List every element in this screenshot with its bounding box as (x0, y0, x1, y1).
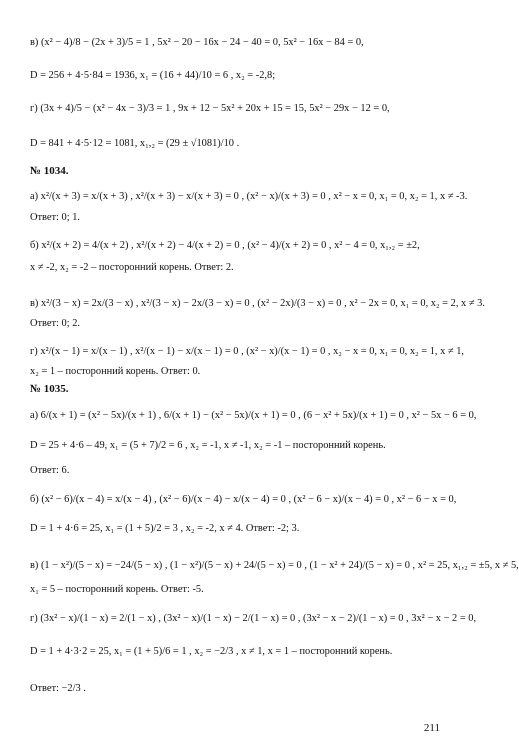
solution-line: D = 25 + 4·6 – 49, x₁ = (5 + 7)/2 = 6 , x₂ = -1, x ≠ -1, x₂ = -1 – посторонний корень. (30, 440, 386, 451)
solution-line: г) (3x² − x)/(1 − x) = 2/(1 − x) , (3x² − x)/(1 − x) − 2/(1 − x) = 0 , (3x² − x − 2)/(1 − x) = 0 , 3x² − x − 2 = 0, (30, 613, 477, 624)
page-number: 211 (423, 722, 440, 734)
solution-line: г) (3x + 4)/5 − (x² − 4x − 3)/3 = 1 , 9x + 12 − 5x² + 20x + 15 = 15, 5x² − 29x − 12 = 0, (30, 103, 390, 114)
solution-line: D = 1 + 4·3·2 = 25, x₁ = (1 + 5)/6 = 1 , x₂ = −2/3 , x ≠ 1, x = 1 – посторонний корень. (30, 646, 393, 657)
solution-line: в) x²/(3 − x) = 2x/(3 − x) , x²/(3 − x) − 2x/(3 − x) = 0 , (x² − 2x)/(3 − x) = 0 , x² − 2x = 0, x₁ = 0, x₂ = 2, x ≠ 3. (30, 298, 485, 309)
solution-line: x₂ = 1 – посторонний корень. Ответ: 0. (30, 366, 201, 377)
solution-line: г) x²/(x − 1) = x/(x − 1) , x²/(x − 1) − x/(x − 1) = 0 , (x² − x)/(x − 1) = 0 , x₂ − x = 0, x₁ = 0, x₂ = 1, x ≠ 1, (30, 346, 464, 357)
solution-line: в) (x² − 4)/8 − (2x + 3)/5 = 1 , 5x² − 20 − 16x − 24 − 40 = 0, 5x² − 16x − 84 = 0, (30, 37, 364, 48)
exercise-heading: № 1034. (30, 165, 69, 177)
exercise-heading: № 1035. (30, 383, 69, 395)
solution-line: а) 6/(x + 1) = (x² − 5x)/(x + 1) , 6/(x + 1) − (x² − 5x)/(x + 1) = 0 , (6 − x² + 5x)/(x + 1) = 0 , x² − 5x − 6 = 0, (30, 410, 477, 421)
answer-line: Ответ: 0; 2. (30, 318, 80, 329)
answer-line: Ответ: −2/3 . (30, 683, 86, 694)
answer-line: Ответ: 6. (30, 465, 70, 476)
solution-line: в) (1 − x²)/(5 − x) = −24/(5 − x) , (1 − x²)/(5 − x) + 24/(5 − x) = 0 , (1 − x² + 24)/(5 − x) = 0 , x² = 25, x₁,₂ = ±5, x ≠ 5, (30, 560, 519, 571)
solution-line: б) x²/(x + 2) = 4/(x + 2) , x²/(x + 2) − 4/(x + 2) = 0 , (x² − 4)/(x + 2) = 0 , x² − 4 = 0, x₁,₂ = ±2, (30, 240, 420, 251)
solution-line: D = 1 + 4·6 = 25, x₁ = (1 + 5)/2 = 3 , x₂ = -2, x ≠ 4. Ответ: -2; 3. (30, 523, 300, 534)
solution-line: D = 256 + 4·5·84 = 1936, x₁ = (16 + 44)/10 = 6 , x₂ = -2,8; (30, 70, 276, 81)
solution-line: а) x²/(x + 3) = x/(x + 3) , x²/(x + 3) − x/(x + 3) = 0 , (x² − x)/(x + 3) = 0 , x² − x = 0, x₁ = 0, x₂ = 1, x ≠ -3. (30, 191, 468, 202)
solution-line: x ≠ -2, x₂ = -2 – посторонний корень. Ответ: 2. (30, 262, 234, 273)
solution-line: б) (x² − 6)/(x − 4) = x/(x − 4) , (x² − 6)/(x − 4) − x/(x − 4) = 0 , (x² − 6 − x)/(x − 4) = 0 , x² − 6 − x = 0, (30, 494, 457, 505)
solution-line: x₁ = 5 – посторонний корень. Ответ: -5. (30, 584, 204, 595)
answer-line: Ответ: 0; 1. (30, 212, 80, 223)
solution-line: D = 841 + 4·5·12 = 1081, x₁,₂ = (29 ± √1081)/10 . (30, 138, 240, 149)
